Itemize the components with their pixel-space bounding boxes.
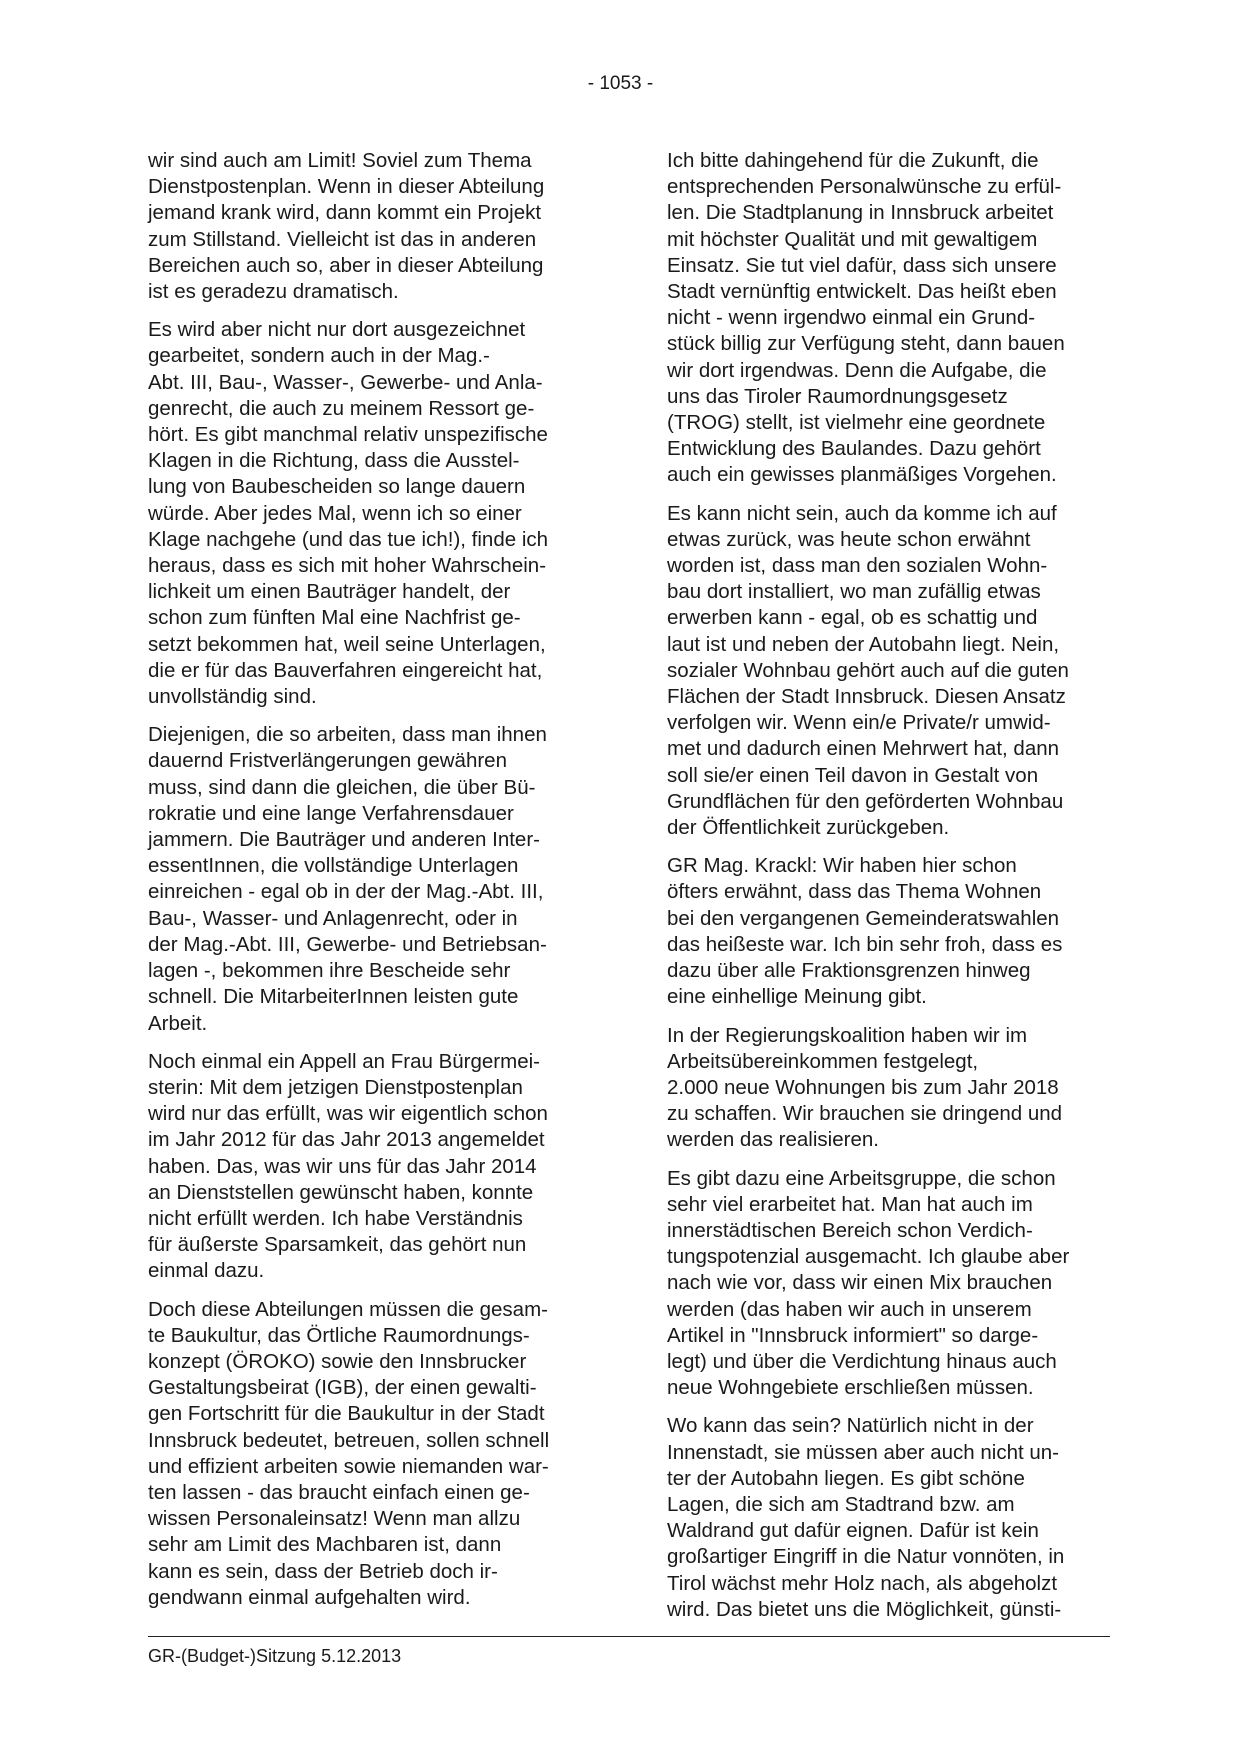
- text-line: bau dort installiert, wo man zufällig etwas: [667, 580, 1041, 604]
- text-line: dazu über alle Fraktionsgrenzen hinweg: [667, 959, 1031, 983]
- text-line: Bereichen auch so, aber in dieser Abteilung: [148, 253, 544, 277]
- text-line: schon zum fünften Mal eine Nachfrist ge-: [148, 606, 521, 630]
- text-line: rokratie und eine lange Verfahrensdauer: [148, 801, 514, 825]
- paragraph: [148, 148, 588, 305]
- paragraph: [148, 1297, 588, 1611]
- text-line: Tirol wächst mehr Holz nach, als abgeholzt: [667, 1571, 1058, 1595]
- text-line: len. Die Stadtplanung in Innsbruck arbeitet: [667, 201, 1054, 225]
- text-line: sehr am Limit des Machbaren ist, dann: [148, 1533, 502, 1557]
- text-line: uns das Tiroler Raumordnungsgesetz: [667, 384, 1008, 408]
- text-line: an Dienststellen gewünscht haben, konnte: [148, 1180, 534, 1204]
- text-line: Arbeit.: [148, 1011, 208, 1035]
- text-line: Es gibt dazu eine Arbeitsgruppe, die schon: [667, 1166, 1056, 1190]
- text-line: Klage nachgehe (und das tue ich!), finde ich: [148, 527, 549, 551]
- text-line: lagen -, bekommen ihre Bescheide sehr: [148, 959, 511, 983]
- text-line: bei den vergangenen Gemeinderatswahlen: [667, 906, 1060, 930]
- text-line: In der Regierungskoalition haben wir im: [667, 1023, 1028, 1047]
- paragraph: [667, 1166, 1107, 1402]
- text-line: nach wie vor, dass wir einen Mix brauchen: [667, 1271, 1053, 1295]
- text-line: nicht erfüllt werden. Ich habe Verständnis: [148, 1206, 523, 1230]
- text-line: Noch einmal ein Appell an Frau Bürgermei-: [148, 1049, 540, 1073]
- text-line: Innenstadt, sie müssen aber auch nicht un-: [667, 1440, 1060, 1464]
- text-line: ten lassen - das braucht einfach einen ge-: [148, 1480, 530, 1504]
- text-line: wird. Das bietet uns die Möglichkeit, günsti-: [667, 1597, 1062, 1621]
- paragraph: [148, 317, 588, 710]
- text-line: Ich bitte dahingehend für die Zukunft, die: [667, 149, 1039, 172]
- text-line: eine einhellige Meinung gibt.: [667, 985, 927, 1009]
- text-line: werden (das haben wir auch in unserem: [667, 1297, 1032, 1321]
- text-line: schnell. Die MitarbeiterInnen leisten gute: [148, 985, 519, 1009]
- paragraph: [667, 1413, 1107, 1623]
- text-line: sehr viel erarbeitet hat. Man hat auch im: [667, 1192, 1033, 1216]
- footer-divider: [148, 1636, 1110, 1637]
- text-line: Einsatz. Sie tut viel dafür, dass sich unsere: [667, 253, 1057, 277]
- text-line: Artikel in "Innsbruck informiert" so darge-: [667, 1323, 1039, 1347]
- text-line: gearbeitet, sondern auch in der Mag.-: [148, 344, 490, 368]
- text-line: öfters erwähnt, dass das Thema Wohnen: [667, 880, 1042, 904]
- paragraph: [667, 501, 1107, 842]
- text-line: innerstädtischen Bereich schon Verdich-: [667, 1218, 1033, 1242]
- text-line: Dienstpostenplan. Wenn in dieser Abteilung: [148, 175, 545, 199]
- text-line: Waldrand gut dafür eignen. Dafür ist kein: [667, 1519, 1039, 1543]
- text-line: ist es geradezu dramatisch.: [148, 280, 399, 304]
- text-line: setzt bekommen hat, weil seine Unterlagen,: [148, 632, 546, 656]
- text-line: unvollständig sind.: [148, 685, 317, 709]
- text-line: und effizient arbeiten sowie niemanden war-: [148, 1454, 549, 1478]
- text-line: Arbeitsübereinkommen festgelegt,: [667, 1049, 979, 1073]
- text-line: heraus, dass es sich mit hoher Wahrschein-: [148, 554, 547, 578]
- text-line: mit höchster Qualität und mit gewaltigem: [667, 227, 1038, 251]
- text-line: großartiger Eingriff in die Natur vonnöten, in: [667, 1545, 1065, 1569]
- text-line: erwerben kann - egal, ob es schattig und: [667, 606, 1038, 630]
- text-line: ter der Autobahn liegen. Es gibt schöne: [667, 1466, 1025, 1490]
- text-line: gendwann einmal aufgehalten wird.: [148, 1585, 471, 1609]
- text-line: stück billig zur Verfügung steht, dann bauen: [667, 332, 1065, 356]
- right-column: [667, 148, 1107, 1635]
- text-line: haben. Das, was wir uns für das Jahr 2014: [148, 1154, 537, 1178]
- text-line: (TROG) stellt, ist vielmehr eine geordnete: [667, 411, 1046, 435]
- text-line: kann es sein, dass der Betrieb doch ir-: [148, 1559, 498, 1583]
- text-line: der Öffentlichkeit zurückgeben.: [667, 816, 950, 840]
- text-line: zum Stillstand. Vielleicht ist das in anderen: [148, 227, 537, 251]
- paragraph: [148, 722, 588, 1036]
- text-line: für äußerste Sparsamkeit, das gehört nun: [148, 1233, 527, 1257]
- text-line: nicht - wenn irgendwo einmal ein Grund-: [667, 306, 1036, 330]
- text-line: Diejenigen, die so arbeiten, dass man ihnen: [148, 723, 547, 747]
- text-line: soll sie/er einen Teil davon in Gestalt von: [667, 763, 1039, 787]
- text-line: met und dadurch einen Mehrwert hat, dann: [667, 737, 1060, 761]
- text-line: lung von Baubescheiden so lange dauern: [148, 475, 526, 499]
- text-line: zu schaffen. Wir brauchen sie dringend und: [667, 1102, 1063, 1126]
- text-line: Bau-, Wasser- und Anlagenrecht, oder in: [148, 906, 518, 930]
- text-line: Es kann nicht sein, auch da komme ich auf: [667, 501, 1057, 525]
- paragraph: [667, 853, 1107, 1010]
- text-line: auch ein gewisses planmäßiges Vorgehen.: [667, 463, 1057, 487]
- footer-session-label: GR-(Budget-)Sitzung 5.12.2013: [148, 1646, 402, 1666]
- text-line: essentInnen, die vollständige Unterlagen: [148, 854, 519, 878]
- text-line: neue Wohngebiete erschließen müssen.: [667, 1376, 1034, 1400]
- text-line: Abt. III, Bau-, Wasser-, Gewerbe- und Anla-: [148, 370, 543, 394]
- text-line: sozialer Wohnbau gehört auch auf die guten: [667, 658, 1069, 682]
- text-line: worden ist, dass man den sozialen Wohn-: [667, 554, 1048, 578]
- text-line: laut ist und neben der Autobahn liegt. Nein,: [667, 632, 1060, 656]
- text-line: einreichen - egal ob in der der Mag.-Abt. III,: [148, 880, 544, 904]
- text-line: verfolgen wir. Wenn ein/e Private/r umwid-: [667, 711, 1051, 735]
- text-line: Flächen der Stadt Innsbruck. Diesen Ansatz: [667, 685, 1066, 709]
- text-line: 2.000 neue Wohnungen bis zum Jahr 2018: [667, 1075, 1059, 1099]
- text-line: GR Mag. Krackl: Wir haben hier schon: [667, 854, 1017, 878]
- text-line: Gestaltungsbeirat (IGB), der einen gewalti-: [148, 1376, 537, 1400]
- text-line: Entwicklung des Baulandes. Dazu gehört: [667, 437, 1041, 461]
- text-line: Grundflächen für den geförderten Wohnbau: [667, 789, 1064, 813]
- text-line: das heißeste war. Ich bin sehr froh, dass es: [667, 932, 1063, 956]
- text-line: entsprechenden Personalwünsche zu erfül-: [667, 175, 1062, 199]
- text-line: einmal dazu.: [148, 1259, 265, 1283]
- text-line: werden das realisieren.: [667, 1128, 879, 1152]
- text-line: legt) und über die Verdichtung hinaus auch: [667, 1349, 1057, 1373]
- text-line: hört. Es gibt manchmal relativ unspezifische: [148, 423, 548, 447]
- text-line: genrecht, die auch zu meinem Ressort ge-: [148, 396, 535, 420]
- paragraph: [667, 1023, 1107, 1154]
- text-line: Stadt vernünftig entwickelt. Das heißt eben: [667, 280, 1057, 304]
- text-line: wir sind auch am Limit! Soviel zum Thema: [148, 149, 532, 172]
- text-line: der Mag.-Abt. III, Gewerbe- und Betriebsan-: [148, 932, 547, 956]
- text-line: muss, sind dann die gleichen, die über Bü-: [148, 775, 536, 799]
- text-line: gen Fortschritt für die Baukultur in der Stadt: [148, 1402, 545, 1426]
- text-line: Klagen in die Richtung, dass die Ausstel-: [148, 449, 520, 473]
- text-line: etwas zurück, was heute schon erwähnt: [667, 527, 1031, 551]
- left-column: [148, 148, 588, 1623]
- text-line: die er für das Bauverfahren eingereicht hat,: [148, 658, 543, 682]
- text-line: wir dort irgendwas. Denn die Aufgabe, die: [667, 358, 1047, 382]
- text-line: wissen Personaleinsatz! Wenn man allzu: [148, 1507, 521, 1531]
- text-line: im Jahr 2012 für das Jahr 2013 angemeldet: [148, 1128, 545, 1152]
- paragraph: [667, 148, 1107, 489]
- text-line: tungspotenzial ausgemacht. Ich glaube aber: [667, 1245, 1070, 1269]
- text-line: jemand krank wird, dann kommt ein Projekt: [148, 201, 542, 225]
- text-line: Innsbruck bedeutet, betreuen, sollen schnell: [148, 1428, 550, 1452]
- text-line: te Baukultur, das Örtliche Raumordnungs-: [148, 1323, 530, 1347]
- page-number: - 1053 -: [587, 73, 654, 94]
- text-line: dauernd Fristverlängerungen gewähren: [148, 749, 507, 773]
- text-line: Es wird aber nicht nur dort ausgezeichnet: [148, 318, 526, 342]
- text-line: Wo kann das sein? Natürlich nicht in der: [667, 1414, 1034, 1438]
- paragraph: [148, 1049, 588, 1285]
- text-line: Lagen, die sich am Stadtrand bzw. am: [667, 1492, 1015, 1516]
- text-line: jammern. Die Bauträger und anderen Inter-: [148, 828, 540, 852]
- text-line: konzept (ÖROKO) sowie den Innsbrucker: [148, 1349, 527, 1373]
- text-line: wird nur das erfüllt, was wir eigentlich schon: [148, 1102, 548, 1126]
- text-line: würde. Aber jedes Mal, wenn ich so einer: [148, 501, 522, 525]
- text-line: sterin: Mit dem jetzigen Dienstpostenplan: [148, 1075, 523, 1099]
- text-line: Doch diese Abteilungen müssen die gesam-: [148, 1297, 548, 1321]
- text-line: lichkeit um einen Bauträger handelt, der: [148, 580, 511, 604]
